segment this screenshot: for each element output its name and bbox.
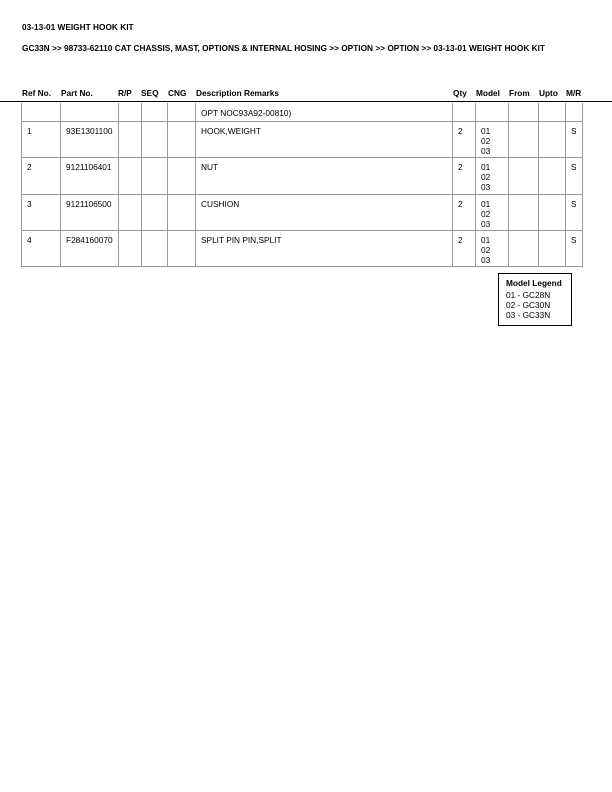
cell-model: [475, 103, 508, 121]
model-code: 03: [481, 255, 491, 265]
model-code: 03: [481, 146, 491, 156]
breadcrumb: GC33N >> 98733-62110 CAT CHASSIS, MAST, OPTIONS & INTERNAL HOSING >> OPTION >> OPTION >> 03-13-01 WEIGHT HOOK KIT: [22, 43, 545, 53]
cell-upto: [538, 195, 565, 230]
model-code: 03: [481, 219, 491, 229]
cell-qty: 2: [452, 195, 475, 230]
cell-rp: [118, 103, 141, 121]
cell-qty: 2: [452, 231, 475, 266]
header-model: Model: [476, 88, 500, 98]
cell-part-no: 93E1301100: [60, 122, 118, 157]
table-row: [21, 122, 583, 158]
header-cng: CNG: [168, 88, 187, 98]
cell-description: NUT: [195, 158, 452, 194]
model-legend: [498, 273, 572, 326]
table-row: [21, 231, 583, 267]
model-code: 02: [481, 245, 491, 255]
header-qty: Qty: [453, 88, 467, 98]
cell-cng: [167, 122, 195, 157]
cell-from: [508, 122, 538, 157]
cell-rp: [118, 122, 141, 157]
cell-ref-no: 2: [21, 158, 60, 194]
cell-from: [508, 103, 538, 121]
model-code: 01: [481, 126, 491, 136]
cell-ref-no: 1: [21, 122, 60, 157]
cell-ref-no: [21, 103, 60, 121]
cell-description: CUSHION: [195, 195, 452, 230]
cell-upto: [538, 122, 565, 157]
cell-mr: S: [565, 158, 583, 194]
cell-mr: [565, 103, 583, 121]
cell-part-no: [60, 103, 118, 121]
table-row-continuation: [21, 103, 583, 122]
model-code: 02: [481, 209, 491, 219]
cell-seq: [141, 195, 167, 230]
cell-part-no: F284160070: [60, 231, 118, 266]
cell-model: [475, 158, 508, 194]
cell-seq: [141, 122, 167, 157]
cell-model: [475, 195, 508, 230]
model-legend-entry: 03 - GC33N: [506, 310, 551, 320]
cell-rp: [118, 158, 141, 194]
cell-from: [508, 231, 538, 266]
model-code: 02: [481, 172, 491, 182]
cell-cng: [167, 195, 195, 230]
header-ref-no: Ref No.: [22, 88, 52, 98]
cell-qty: 2: [452, 122, 475, 157]
cell-cng: [167, 231, 195, 266]
cell-seq: [141, 103, 167, 121]
model-code: 01: [481, 162, 491, 172]
cell-cng: [167, 158, 195, 194]
header-mr: M/R: [566, 88, 582, 98]
header-part-no: Part No.: [61, 88, 93, 98]
header-seq: SEQ: [141, 88, 159, 98]
header-upto: Upto: [539, 88, 558, 98]
cell-qty: [452, 103, 475, 121]
model-code: 02: [481, 136, 491, 146]
cell-upto: [538, 231, 565, 266]
header-from: From: [509, 88, 530, 98]
cell-rp: [118, 231, 141, 266]
cell-qty: 2: [452, 158, 475, 194]
cell-model: [475, 122, 508, 157]
cell-part-no: 9121106500: [60, 195, 118, 230]
cell-cng: [167, 103, 195, 121]
model-code: 01: [481, 235, 491, 245]
table-row: [21, 195, 583, 231]
cell-description: HOOK,WEIGHT: [195, 122, 452, 157]
header-rp: R/P: [118, 88, 132, 98]
cell-mr: S: [565, 231, 583, 266]
header-divider: [0, 101, 612, 102]
cell-rp: [118, 195, 141, 230]
cell-upto: [538, 158, 565, 194]
cell-part-no: 9121106401: [60, 158, 118, 194]
header-description: Description Remarks: [196, 88, 280, 98]
cell-ref-no: 3: [21, 195, 60, 230]
model-legend-title: Model Legend: [506, 278, 562, 288]
document-title: 03-13-01 WEIGHT HOOK KIT: [22, 22, 134, 32]
cell-model: [475, 231, 508, 266]
cell-description: OPT NOC93A92-00810): [195, 103, 452, 121]
cell-from: [508, 195, 538, 230]
cell-mr: S: [565, 122, 583, 157]
cell-seq: [141, 158, 167, 194]
cell-from: [508, 158, 538, 194]
cell-seq: [141, 231, 167, 266]
cell-mr: S: [565, 195, 583, 230]
model-code: 01: [481, 199, 491, 209]
table-row: [21, 158, 583, 195]
model-code: 03: [481, 182, 491, 192]
model-legend-entry: 02 - GC30N: [506, 300, 551, 310]
cell-ref-no: 4: [21, 231, 60, 266]
cell-description: SPLIT PIN PIN,SPLIT: [195, 231, 452, 266]
model-legend-entry: 01 - GC28N: [506, 290, 551, 300]
cell-upto: [538, 103, 565, 121]
